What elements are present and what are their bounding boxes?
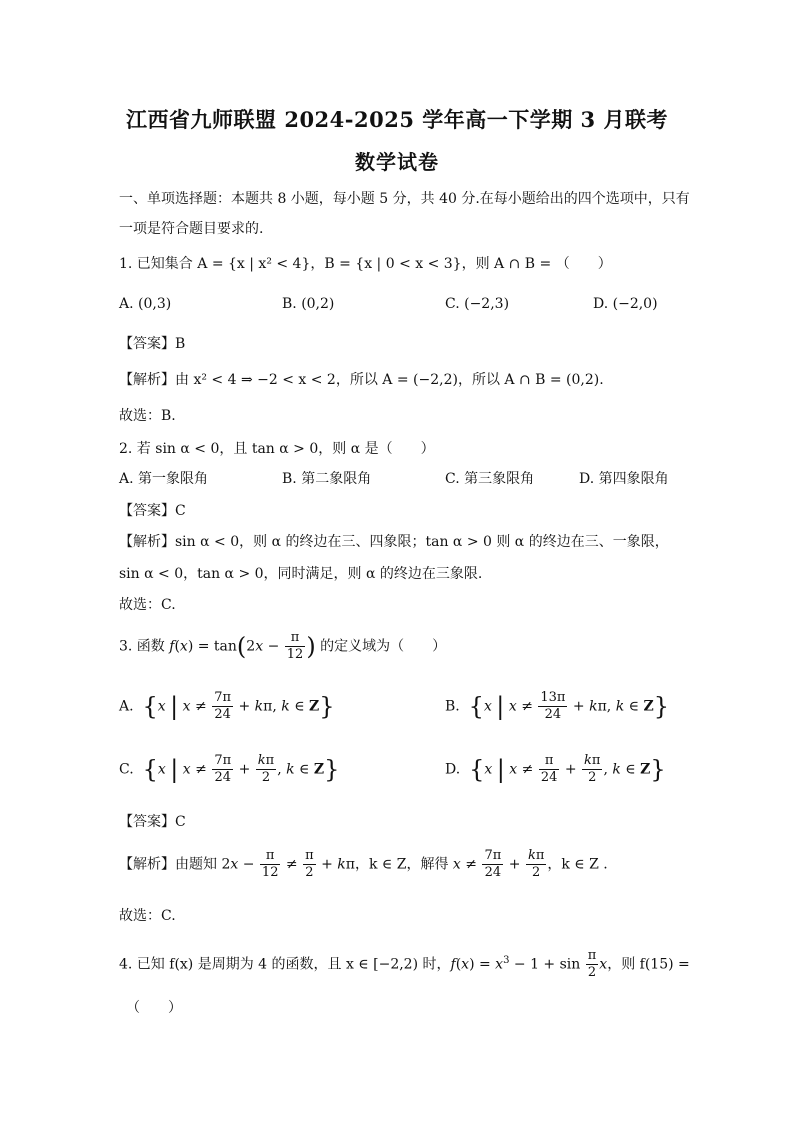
q1-option-d: D. (−2,0) xyxy=(593,296,658,312)
q3-analysis: 【解析】由题知 2x − $\frac{\pi}{12}$ ≠ $\frac{\pi}{2}$ + kπ，k ∈ Z，解得 x ≠ $\frac{7\pi}{24}$ + $\frac{k\pi}{2}$ ，k ∈ Z . xyxy=(119,848,608,880)
q3-answer: 【答案】C xyxy=(119,814,186,830)
q1-answer: 【答案】B xyxy=(119,336,186,352)
q3-option-d: D. {x | x ≠ $\frac{\pi}{24}$ + $\frac{k\pi}{2}$ , k ∈ Z} xyxy=(445,753,666,785)
exam-subtitle: 数学试卷 xyxy=(355,150,439,174)
q3-choose: 故选：C. xyxy=(119,908,176,924)
q3-option-a: A. {x | x ≠ $\frac{7\pi}{24}$ + kπ, k ∈ Z} xyxy=(119,690,335,722)
section-instruction-line2: 一项是符合题目要求的. xyxy=(119,221,264,237)
q2-analysis-line2: sin α < 0，tan α > 0，同时满足，则 α 的终边在三象限. xyxy=(119,566,483,582)
q1-option-a: A. (0,3) xyxy=(119,296,172,312)
q2-option-a: A. 第一象限角 xyxy=(119,471,209,487)
q3-fraction: $\frac{\pi}{12}$ xyxy=(286,630,304,662)
q2-stem: 2. 若 sin α < 0，且 tan α > 0，则 α 是（ ） xyxy=(119,441,435,457)
q2-option-d: D. 第四象限角 xyxy=(579,471,669,487)
q2-option-c: C. 第三象限角 xyxy=(445,471,535,487)
q4-answer-blank: （ ） xyxy=(126,1000,182,1016)
q1-analysis: 【解析】由 x² < 4 ⇒ −2 < x < 2，所以 A = (−2,2)，所以 A ∩ B = (0,2). xyxy=(119,372,604,388)
q3-option-c: C. {x | x ≠ $\frac{7\pi}{24}$ + $\frac{k\pi}{2}$ , k ∈ Z} xyxy=(119,753,340,785)
q3-stem-prefix: 3. 函数 xyxy=(119,638,170,655)
q2-choose: 故选：C. xyxy=(119,597,176,613)
q3-stem: 3. 函数 f(x) = tan(2x − $\frac{\pi}{12}$ ) 的定义域为（ ） xyxy=(119,630,447,662)
exam-title: 江西省九师联盟 2024-2025 学年高一下学期 3 月联考 xyxy=(126,107,668,132)
q1-choose: 故选：B. xyxy=(119,408,176,424)
section-instruction-line1: 一、单项选择题：本题共 8 小题，每小题 5 分，共 40 分.在每小题给出的四个选项中，只有 xyxy=(119,191,690,207)
q2-option-b: B. 第二象限角 xyxy=(282,471,372,487)
q1-option-b: B. (0,2) xyxy=(282,296,335,312)
q1-stem: 1. 已知集合 A = {x | x² < 4}，B = {x | 0 < x < 3}，则 A ∩ B = （ ） xyxy=(119,256,612,272)
q3-option-b: B. {x | x ≠ $\frac{13\pi}{24}$ + kπ, k ∈ Z} xyxy=(445,690,669,722)
q3-stem-suffix: 的定义域为（ ） xyxy=(320,638,447,655)
q1-option-c: C. (−2,3) xyxy=(445,296,510,312)
q2-answer: 【答案】C xyxy=(119,503,186,519)
q3-function-formula: f xyxy=(169,638,175,655)
q2-analysis-line1: 【解析】sin α < 0，则 α 的终边在三、四象限；tan α > 0 则 α 的终边在三、一象限， xyxy=(119,534,669,550)
q4-stem: 4. 已知 f(x) 是周期为 4 的函数，且 x ∈ [−2,2) 时，$f(x) = x^3 - 1 + \sin$ $\frac{\pi}{2}$ x，则 f(15) = xyxy=(119,948,690,980)
